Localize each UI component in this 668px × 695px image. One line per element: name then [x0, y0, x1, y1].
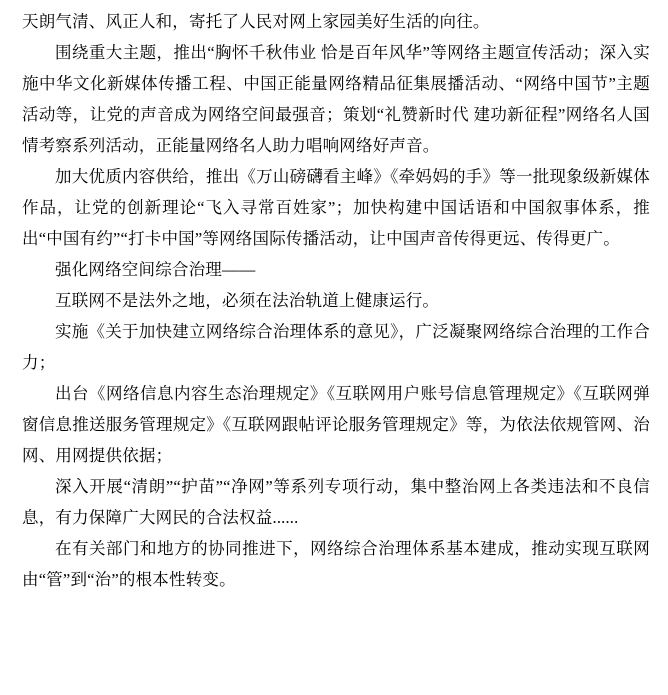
paragraph-6: 实施《关于加快建立网络综合治理体系的意见》，广泛凝聚网络综合治理的工作合力；: [22, 322, 650, 372]
paragraph-8: 深入开展“清朗”“护苗”“净网”等系列专项行动，集中整治网上各类违法和不良信息，有力保障广大网民的合法权益......: [22, 477, 650, 527]
paragraph-9: 在有关部门和地方的协同推进下，网络综合治理体系基本建成，推动实现互联网由“管”到“治”的根本性转变。: [22, 539, 650, 589]
paragraph-4: 强化网络空间综合治理——: [55, 260, 256, 279]
paragraph-1: 天朗气清、风正人和，寄托了人民对网上家园美好生活的向往。: [22, 12, 490, 31]
paragraph-3: 加大优质内容供给，推出《万山磅礴看主峰》《牵妈妈的手》等一批现象级新媒体作品，让党的创新理论“飞入寻常百姓家”；加快构建中国话语和中国叙事体系，推出“中国有约”“打卡中国”等网络国际传播活动，让中国声音传得更远、传得更广。: [22, 167, 650, 248]
paragraph-7: 出台《网络信息内容生态治理规定》《互联网用户账号信息管理规定》《互联网弹窗信息推送服务管理规定》《互联网跟帖评论服务管理规定》等，为依法依规管网、治网、用网提供依据；: [22, 384, 650, 465]
paragraph-5: 互联网不是法外之地，必须在法治轨道上健康运行。: [55, 291, 440, 310]
paragraph-2: 围绕重大主题，推出“胸怀千秋伟业 恰是百年风华”等网络主题宣传活动；深入实施中华文化新媒体传播工程、中国正能量网络精品征集展播活动、“网络中国节”主题活动等，让党的声音成为网络空间最强音；策划“礼赞新时代 建功新征程”网络名人国情考察系列活动，正能量网络名人助力唱响网络好声音。: [22, 43, 650, 155]
